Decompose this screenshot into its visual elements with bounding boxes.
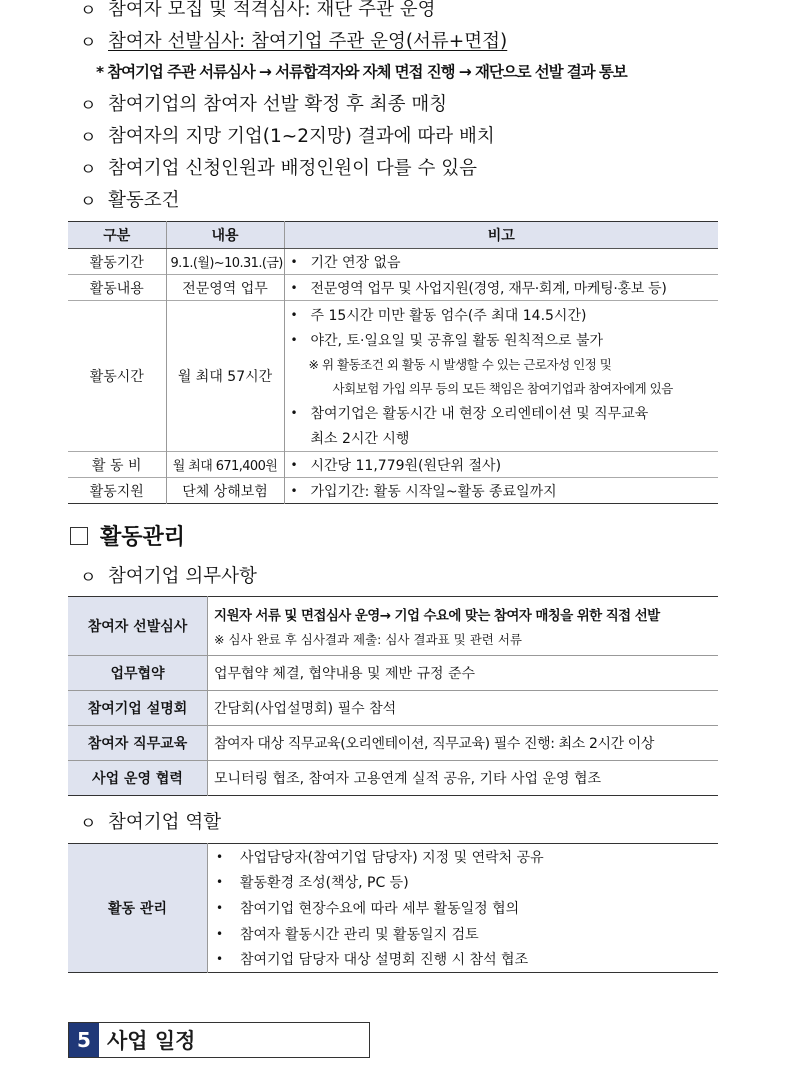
bullet-final-matching: ㅇ 참여기업의 참여자 선발 확정 후 최종 매칭 xyxy=(80,94,448,116)
list-item: • 참여기업 현장수요에 따라 세부 활동일정 협의 xyxy=(216,901,520,917)
table-row: 활동지원 단체 상해보험 • 가입기간: 활동 시작일~활동 종료일까지 xyxy=(68,478,718,504)
bullet-selection: ㅇ 참여자 선발심사: 참여기업 주관 운영(서류+면접) xyxy=(80,31,508,53)
roles-heading: ㅇ 참여기업 역할 xyxy=(80,812,222,834)
section-heading-activity-management: 활동관리 xyxy=(70,520,185,551)
bullet-conditions: ㅇ 활동조건 xyxy=(80,190,180,212)
list-item: • 참여자 활동시간 관리 및 활동일지 검토 xyxy=(216,926,479,943)
obligations-table xyxy=(68,596,718,796)
table-row: 활동기간 9.1.(월)~10.31.(금) • 기간 연장 없음 xyxy=(68,249,718,275)
table-header-row xyxy=(68,222,718,249)
list-item: • 사업담당자(참여기업 담당자) 지정 및 연락처 공유 xyxy=(216,849,544,866)
table-row: 참여자 선발심사 지원자 서류 및 면접심사 운영→ 기업 수요에 맞는 참여자 매칭을 위한 직접 선발 ※ 심사 완료 후 심사결과 제출: 심사 결과표 및 관련 서류 xyxy=(68,597,718,656)
table-row: 활동내용 전문영역 업무 • 전문영역 업무 및 사업지원(경영, 재무·회계, 마케팅·홍보 등) xyxy=(68,275,718,301)
bullet-recruitment: ㅇ 참여자 모집 및 적격심사: 재단 주관 운영 xyxy=(80,0,436,21)
bullet-placement: ㅇ 참여자의 지망 기업(1~2지망) 결과에 따라 배치 xyxy=(80,126,495,148)
header-remarks: 비고 xyxy=(284,222,718,249)
selection-note: * 참여기업 주관 서류심사 → 서류합격자와 자체 면접 진행 → 재단으로 선발 결과 통보 xyxy=(96,63,627,81)
table-row: 참여자 직무교육 참여자 대상 직무교육(오리엔테이션, 직무교육) 필수 진행: 최소 2시간 이상 xyxy=(68,726,718,761)
roles-table xyxy=(68,843,718,973)
conditions-table xyxy=(68,221,718,504)
bullet-headcount: ㅇ 참여기업 신청인원과 배정인원이 다를 수 있음 xyxy=(80,158,477,180)
section-5-heading xyxy=(68,1022,370,1058)
header-category: 구분 xyxy=(68,222,166,249)
table-row: 활동 관리 • 사업담당자(참여기업 담당자) 지정 및 연락처 공유 • 활동환경 조성(책상, PC 등) • 참여기업 현장수요에 따라 세부 활동일정 협의 • 참여자 활동시간 관리 및 활동일지 검토 • 참여기업 담당자 대상 설명회 진행 시 참석 협조 xyxy=(68,844,718,973)
table-row: 활 동 비 월 최대 671,400원 • 시간당 11,779원(원단위 절사) xyxy=(68,452,718,478)
table-row: 사업 운영 협력 모니터링 협조, 참여자 고용연계 실적 공유, 기타 사업 운영 협조 xyxy=(68,761,718,796)
list-item: • 활동환경 조성(책상, PC 등) xyxy=(216,875,409,892)
list-item: • 참여기업 담당자 대상 설명회 진행 시 참석 협조 xyxy=(216,952,529,969)
section-title: 사업 일정 xyxy=(107,1029,196,1053)
table-row: 활동시간 월 최대 57시간 • 주 15시간 미만 활동 엄수(주 최대 14.5시간) • 야간, 토·일요일 및 공휴일 활동 원칙적으로 불가 ※ 위 활동조건 외 활동 시 발생할 수 있는 근로자성 인정 및 사회보험 가입 의무 등의 모든 책임은 참여기업과 참여자에게 있음 • 참여기업은 활동시간 내 현장 오리엔테이션 및 직무교육 최소 2시간 시행 xyxy=(68,301,718,452)
table-row: 참여기업 설명회 간담회(사업설명회) 필수 참석 xyxy=(68,691,718,726)
table-row: 업무협약 업무협약 체결, 협약내용 및 제반 규정 준수 xyxy=(68,656,718,691)
obligations-heading: ㅇ 참여기업 의무사항 xyxy=(80,566,257,588)
section-number-badge: 5 xyxy=(69,1023,99,1057)
checkbox-square-icon xyxy=(70,527,88,545)
header-content: 내용 xyxy=(166,222,284,249)
